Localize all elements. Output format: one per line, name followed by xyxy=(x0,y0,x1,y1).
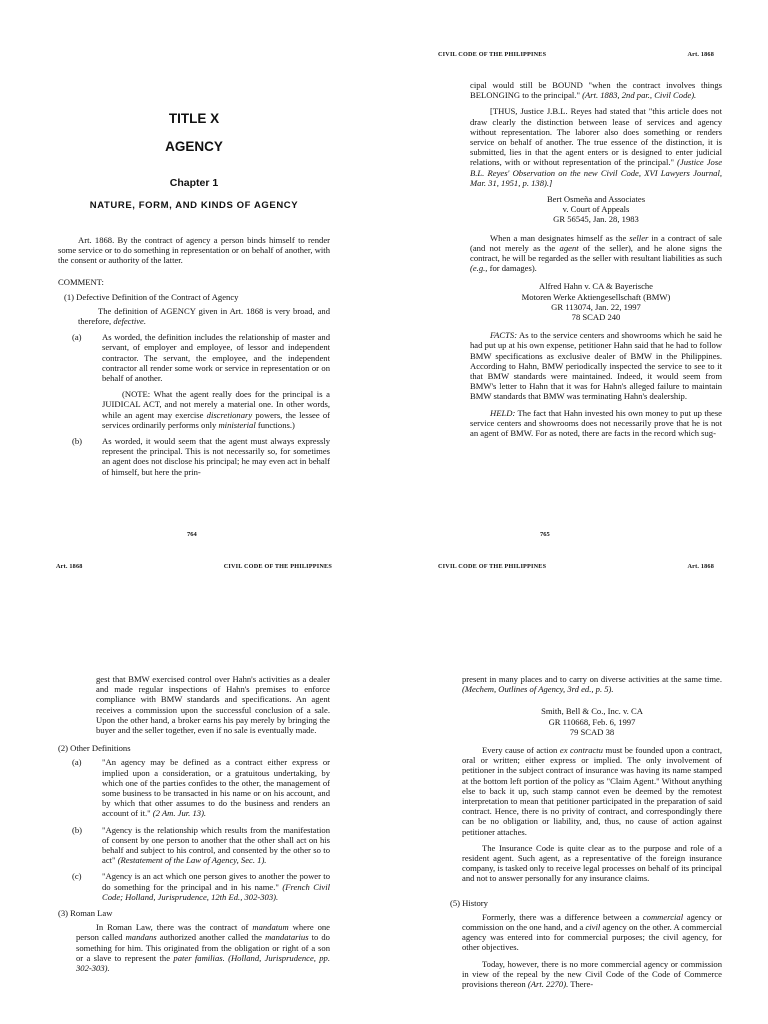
cause-of-action-paragraph: Every cause of action ex contractu must be founded upon a contract, oral or written; either express or implied. The only involvement of petitioner in the subject contract of insurance was having its name stamped at the bottom left portion of the policy as "Claim Agent." Without anything else to back it up, such stamp cannot even be deemed by the remotest interpretation to mean that petitioner participated in the preparation of said contract. Hence, there is no privity of contract, and correspondingly there can be no obligation or liability, and, thus, no cause of action against petitioner attaches. xyxy=(462,745,722,837)
held-paragraph: HELD: The fact that Hahn invested his own money to put up these service centers and showrooms does not necessarily prove that he is not an agent of BMW. For as noted, there are facts in the record which sug- xyxy=(470,407,722,439)
item-b: (b) "Agency is the relationship which results from the manifestation of consent by one person to another that the other shall act on his behalf and subject to his control, and consented by the other so to act" (Restatement of the Law of Agency, Sec. 1). xyxy=(72,824,330,866)
comment-label: COMMENT: xyxy=(58,277,104,288)
section-heading-1: (1) Defective Definition of the Contract of Agency xyxy=(64,291,239,302)
header-article: Art. 1868 xyxy=(56,563,83,570)
page-764 xyxy=(0,0,384,538)
header-title: CIVIL CODE OF THE PHILIPPINES xyxy=(223,563,332,570)
roman-law-paragraph: In Roman Law, there was the contract of mandatum where one person called mandans authorized another called the mandatarius to do something for him. This originated from the obligation or right of a son or a slave to represent the pater familias. (Holland, Jurisprudence, pp. 302-303). xyxy=(76,922,331,974)
header-article: Art. 1868 xyxy=(687,563,714,570)
today-paragraph: Today, however, there is no more commercial agency or commission in view of the repeal by the new Civil Code of the Code of Commerce provisions thereon (Art. 2270). There- xyxy=(462,958,722,990)
case-citation: 78 SCAD 240 xyxy=(571,312,621,323)
header-title: CIVIL CODE OF THE PHILIPPINES xyxy=(438,563,547,570)
header-title: CIVIL CODE OF THE PHILIPPINES xyxy=(438,51,547,58)
chapter-heading: Chapter 1 xyxy=(169,177,219,190)
definition-intro: The definition of AGENCY given in Art. 1868 is very broad, and therefore, defective. xyxy=(78,305,330,327)
section-heading-3: (3) Roman Law xyxy=(58,908,113,919)
case-citation: 79 SCAD 38 xyxy=(569,726,615,737)
page-764-text xyxy=(58,111,331,483)
item-b: (b) As worded, it would seem that the agent must always expressly represent the principal. This is not necessarily so, for sometimes an agent does not disclose his principal; he may even act in behalf of himself, but here the prin- xyxy=(72,436,330,477)
case-title: Smith, Bell & Co., Inc. v. CA xyxy=(541,706,643,717)
item-a: (a) "An agency may be defined as a contract either express or implied upon a consideration, or a gratuitous undertaking, by which one of the parties confides to the other, the management of some business to be transacted in his name or on his account, and by which that other assumes to do the business and renders an account of it." (2 Am. Jur. 13). xyxy=(72,757,330,819)
item-a: (a) As worded, the definition includes the relationship of master and servant, of employer and employee, of lessor and independent contractor. The servant, the employee, and the independent contractor all render some work or service in representation or on behalf of another. xyxy=(72,332,330,384)
reyes-paragraph: [THUS, Justice J.B.L. Reyes had stated that "this article does not draw clearly the distinction between lease of services and agency without representation. The laborer also does something or renders service on behalf of another. The true essence of the distinction, it is submitted, lies in that the agent enters or is designed to enter judicial relations, with or without representation of the principal." (Justice Jose B.L. Reyes' Observation on the new Civil Code, XVI Lawyers Journal, Mar. 31, 1951, p. 138).] xyxy=(470,106,723,188)
section-heading-2: (2) Other Definitions xyxy=(58,743,131,754)
chapter-title: NATURE, FORM, AND KINDS OF AGENCY xyxy=(89,199,299,211)
case-title: Alfred Hahn v. CA & Bayerische xyxy=(539,281,653,292)
page-766 xyxy=(0,512,384,1024)
continuation-text: gest that BMW exercised control over Hahn's activities as a dealer and made regular inspections of Hahn's premises to enforce compliance with BMW standards and specifications. An agent receives a commission upon the successful conclusion of a sale. Upon the other hand, a broker earns his pay merely by bringing the buyer and the seller together, even if no sale is eventually made. xyxy=(96,674,330,736)
agency-heading: AGENCY xyxy=(165,139,223,155)
page-767 xyxy=(384,512,768,1024)
page-765-text xyxy=(450,80,722,444)
case-paragraph: When a man designates himself as the seller in a contract of sale (and not merely as the agent of the seller), and he alone signs the contract, he will be regarded as the seller with resultant liabilities as such (e.g., for damages). xyxy=(470,232,722,274)
history-paragraph: Formerly, there was a difference between a commercial agency or commission on the one hand, and a civil agency on the other. A commercial agency was entered into for commercial purposes; the civil agency, for other objectives. xyxy=(462,911,722,953)
facts-paragraph: FACTS: As to the service centers and showrooms which he said he had put up at his own expense, petitioner Hahn said that he had to follow BMW specifications as exclusive dealer of BMW in the Philippines. According to Hahn, BMW periodically inspected the service to see to it that BMW standards were maintained. Indeed, it would seem from BMW's letter to Hahn that it was for Hahn's alleged failure to maintain BMW standards that BMW was terminating Hahn's dealership. xyxy=(470,330,722,402)
page-number: 764 xyxy=(187,531,197,538)
case-title: Bert Osmeña and Associates xyxy=(546,194,646,205)
continuation-text: cipal would still be BOUND "when the contract involves things BELONGING to the principal." (Art. 1883, 2nd par., Civil Code). xyxy=(470,80,722,101)
case-title: v. Court of Appeals xyxy=(562,204,630,215)
title-heading: TITLE X xyxy=(168,111,220,126)
section-heading-5: (5) History xyxy=(450,897,488,908)
case-citation: GR 110668, Feb. 6, 1997 xyxy=(548,716,636,727)
continuation-text: present in many places and to carry on diverse activities at the same time. (Mechem, Outlines of Agency, 3rd ed., p. 5). xyxy=(462,674,722,695)
page-767-text xyxy=(450,674,722,995)
case-citation: GR 56545, Jan. 28, 1983 xyxy=(553,214,639,225)
insurance-code-paragraph: The Insurance Code is quite clear as to the purpose and role of a resident agent. Such agent, as a representative of the foreign insurance company, is tasked only to receive legal processes on behalf of its principal and not to answer personally for any insurance claims. xyxy=(462,842,722,884)
page-766-text xyxy=(58,674,330,979)
case-citation: GR 113074, Jan. 22, 1997 xyxy=(551,301,641,312)
page-765 xyxy=(384,0,768,538)
header-article: Art. 1868 xyxy=(687,51,714,58)
note-paragraph: (NOTE: What the agent really does for the principal is a JUIDICAL ACT, and not merely a material one. In other words, while an agent may exercise discretionary powers, the lessee of services ordinarily performs only ministerial functions.) xyxy=(102,389,331,430)
item-c: (c) "Agency is an act which one person gives to another the power to do something for the principal and in his name." (French Civil Code; Holland, Jurisprudence, 12th Ed., 302-303). xyxy=(72,871,330,902)
case-title: Motoren Werke Aktiengesellschaft (BMW) xyxy=(521,291,671,302)
page-number: 765 xyxy=(540,531,550,538)
article-1868-text: Art. 1868. By the contract of agency a person binds himself to render some service or to do something in representation or on behalf of another, with the consent or authority of the latter. xyxy=(58,234,330,266)
